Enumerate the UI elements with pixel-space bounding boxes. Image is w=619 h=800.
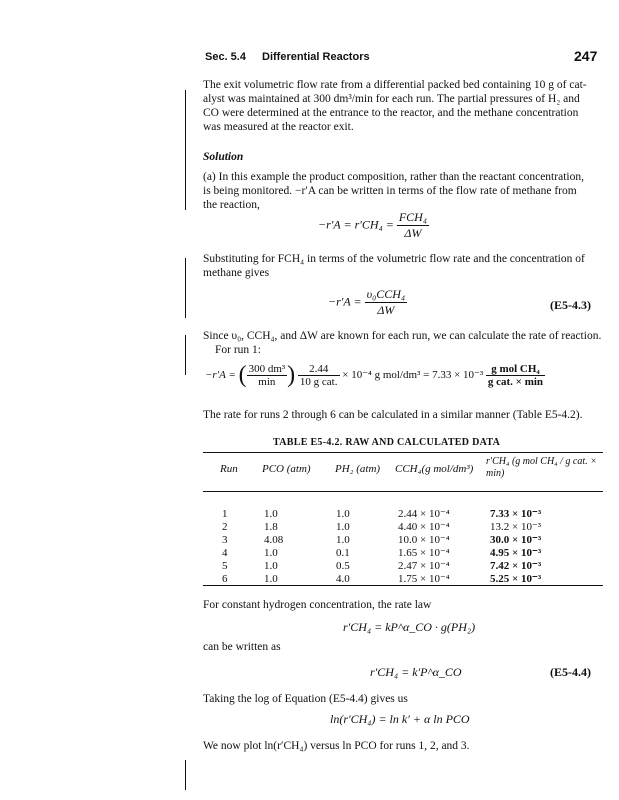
cell-cch4: 10.0 × 10⁻⁴ bbox=[398, 534, 450, 546]
equation-number: (E5-4.3) bbox=[550, 298, 591, 312]
equation-denominator: g cat. × min bbox=[487, 376, 544, 388]
cell-run: 2 bbox=[222, 520, 228, 533]
since-paragraph bbox=[203, 329, 603, 357]
table-row bbox=[222, 546, 541, 559]
cell-rate: 7.42 × 10⁻³ bbox=[490, 560, 542, 572]
table-header-rule bbox=[203, 491, 603, 492]
cell-ph2: 1.0 bbox=[336, 533, 350, 546]
equation-rate-concentration bbox=[328, 287, 407, 318]
cell-run: 4 bbox=[222, 546, 228, 559]
margin-bar bbox=[185, 760, 186, 790]
equation-numerator: υ₀CCH₄ bbox=[366, 287, 406, 301]
equation-denominator: min bbox=[258, 376, 276, 388]
text-line: the reaction, bbox=[203, 199, 260, 211]
cell-pco: 1.0 bbox=[264, 559, 278, 572]
col-header-ph2: PH₂ (atm) bbox=[335, 463, 381, 475]
can-be-text: can be written as bbox=[203, 641, 281, 653]
cell-pco: 1.0 bbox=[264, 572, 278, 585]
cell-rate: 4.95 × 10⁻³ bbox=[490, 547, 542, 559]
cell-cch4: 2.47 × 10⁻⁴ bbox=[398, 560, 450, 572]
equation-number: (E5-4.4) bbox=[550, 665, 591, 679]
substitution-paragraph bbox=[203, 252, 603, 280]
table-row bbox=[222, 572, 541, 585]
cell-rate: 30.0 × 10⁻³ bbox=[490, 534, 542, 546]
margin-bar bbox=[185, 258, 186, 318]
equation-numerator: g mol CH₄ bbox=[486, 363, 545, 376]
cell-pco: 4.08 bbox=[264, 533, 284, 546]
col-header-rate: r′CH₄ (g mol CH₄ / g cat. × min) bbox=[486, 456, 597, 479]
cell-pco: 1.0 bbox=[264, 546, 278, 559]
margin-bar bbox=[185, 90, 186, 210]
table-caption: TABLE E5-4.2. RAW AND CALCULATED DATA bbox=[273, 437, 501, 448]
equation-rate-methane bbox=[318, 210, 429, 241]
solution-heading: Solution bbox=[203, 151, 244, 163]
table-row bbox=[222, 559, 541, 572]
cell-run: 5 bbox=[222, 559, 228, 572]
part-a-paragraph bbox=[203, 170, 603, 212]
text-line: was measured at the reactor exit. bbox=[203, 121, 354, 133]
cell-run: 3 bbox=[222, 533, 228, 546]
text-line: For run 1: bbox=[215, 344, 261, 356]
cell-ph2: 4.0 bbox=[336, 572, 350, 585]
rate-paragraph: The rate for runs 2 through 6 can be calculated in a similar manner (Table E5-4.2). bbox=[203, 409, 583, 421]
cell-run: 6 bbox=[222, 572, 228, 585]
text-line: CO were determined at the entrance to the reactor, and the methane concentration bbox=[203, 107, 579, 119]
equation-lhs: −r′A = bbox=[328, 294, 362, 309]
intro-paragraph bbox=[203, 78, 603, 134]
equation-run-1 bbox=[205, 362, 545, 389]
col-header-run: Run bbox=[220, 463, 238, 475]
text-line: is being monitored. −r′A can be written in terms of the flow rate of methane from bbox=[203, 185, 577, 197]
cell-ph2: 1.0 bbox=[336, 520, 350, 533]
cell-ph2: 1.0 bbox=[336, 507, 350, 520]
equation-denominator: ΔW bbox=[404, 226, 422, 240]
table-bottom-rule bbox=[203, 585, 603, 586]
cell-cch4: 4.40 × 10⁻⁴ bbox=[398, 521, 450, 533]
equation-simplified-rate: r′CH₄ = k′P^α_CO bbox=[370, 665, 462, 679]
equation-rate-law: r′CH₄ = kP^α_CO · g(PH₂) bbox=[343, 620, 476, 634]
section-label: Sec. 5.4 bbox=[205, 51, 246, 63]
cell-cch4: 1.75 × 10⁻⁴ bbox=[398, 573, 450, 585]
cell-pco: 1.8 bbox=[264, 520, 278, 533]
text-line: Since υ₀, CCH₄, and ΔW are known for each run, we can calculate the rate of reaction. bbox=[203, 330, 602, 342]
left-paren: ( bbox=[238, 362, 247, 388]
text-line: Substituting for FCH₄ in terms of the volumetric flow rate and the concentration of bbox=[203, 253, 585, 265]
equation-numerator: 300 dm³ bbox=[248, 363, 286, 375]
text-line: (a) In this example the product composition, rather than the reactant concentration, bbox=[203, 171, 584, 183]
margin-bar bbox=[185, 335, 186, 375]
text-line: The exit volumetric flow rate from a differential packed bed containing 10 g of cat- bbox=[203, 79, 587, 91]
equation-product: × 10⁻⁴ g mol/dm³ = 7.33 × 10⁻³ bbox=[342, 369, 484, 382]
text-line: methane gives bbox=[203, 267, 270, 279]
table-row bbox=[222, 520, 541, 533]
col-header-cch4: CCH₄(g mol/dm³) bbox=[395, 463, 474, 475]
cell-rate: 13.2 × 10⁻³ bbox=[490, 521, 542, 533]
cell-rate: 5.25 × 10⁻³ bbox=[490, 573, 542, 585]
equation-lhs: −r′A = bbox=[205, 369, 236, 382]
table-row bbox=[222, 507, 541, 520]
table-top-rule bbox=[203, 452, 603, 453]
equation-lhs: −r′A = r′CH₄ = bbox=[318, 217, 394, 232]
plot-paragraph: We now plot ln(r′CH₄) versus ln PCO for runs 1, 2, and 3. bbox=[203, 740, 470, 752]
running-title: Differential Reactors bbox=[262, 51, 370, 63]
cell-cch4: 2.44 × 10⁻⁴ bbox=[398, 508, 450, 520]
cell-rate: 7.33 × 10⁻³ bbox=[490, 508, 542, 520]
equation-numerator: FCH₄ bbox=[398, 210, 428, 224]
right-paren: ) bbox=[287, 362, 296, 388]
col-header-pco: PCO (atm) bbox=[262, 463, 311, 475]
log-paragraph: Taking the log of Equation (E5-4.4) gives us bbox=[203, 693, 408, 705]
cell-ph2: 0.1 bbox=[336, 546, 350, 559]
equation-denominator: 10 g cat. bbox=[299, 376, 338, 388]
cell-pco: 1.0 bbox=[264, 507, 278, 520]
constant-paragraph: For constant hydrogen concentration, the rate law bbox=[203, 599, 432, 611]
cell-run: 1 bbox=[222, 507, 228, 520]
data-table bbox=[222, 507, 541, 585]
text-line: alyst was maintained at 300 dm³/min for each run. The partial pressures of H₂ and bbox=[203, 93, 580, 105]
equation-log-rate: ln(r′CH₄) = ln k′ + α ln PCO bbox=[330, 712, 470, 726]
cell-ph2: 0.5 bbox=[336, 559, 350, 572]
table-row bbox=[222, 533, 541, 546]
page-number: 247 bbox=[574, 48, 598, 64]
equation-denominator: ΔW bbox=[377, 303, 395, 317]
equation-numerator: 2.44 bbox=[298, 363, 340, 376]
cell-cch4: 1.65 × 10⁻⁴ bbox=[398, 547, 450, 559]
